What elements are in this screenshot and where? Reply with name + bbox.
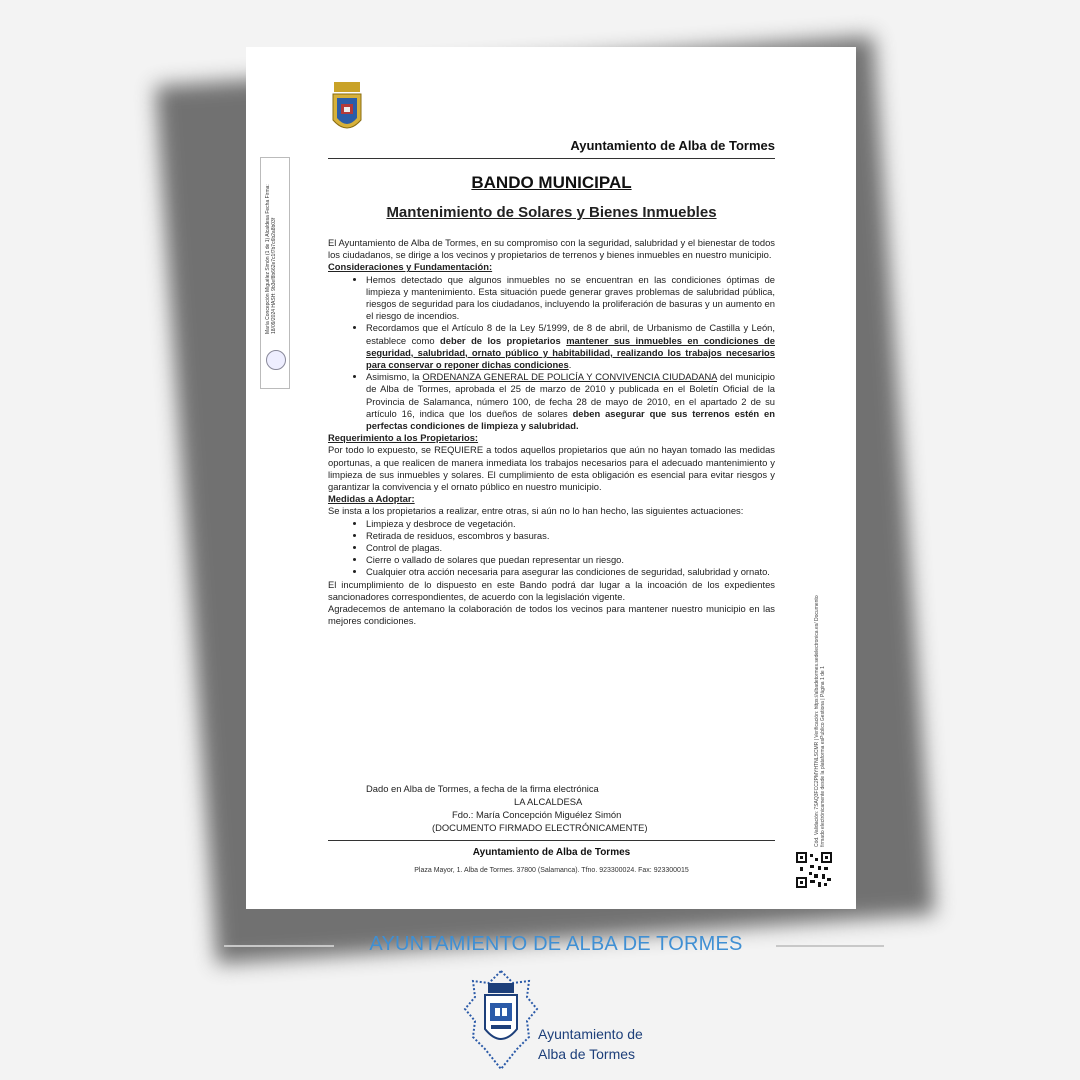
medidas-list [328, 518, 775, 579]
caption-bar [0, 933, 1080, 959]
logo-wordmark [538, 1024, 698, 1064]
list-item: • Recordamos que el Artículo 8 de la Ley 5/1999, de 8 de abril, de Urbanismo de Castilla y León, establece como deber de los propietarios mantener sus inmuebles en condiciones de seguridad, salubridad, ornato público y habitabilidad, realizando los trabajos necesarios para conservar o reponer dichas condiciones. [366, 322, 775, 371]
footer-organization-name: Ayuntamiento de Alba de Tormes [472, 847, 631, 858]
footer-divider [328, 840, 775, 841]
requerimiento-paragraph: Por todo lo expuesto, se REQUIERE a todos aquellos propietarios que aún no hayan tomado las medidas oportunas, a que realicen de manera inmediata los trabajos necesarios para el adecuado mantenimiento y limpieza de sus inmuebles y solares. El cumplimiento de esta obligación es esencial para evitar riesgos y garantizar la convivencia y el ornato público en nuestro municipio. [328, 444, 775, 493]
validation-code-text: Cód. Validación: 7SAQ3FCC2PMYHTNLSCMR | Verificación: https://albadetormes.sedelectronica.es/ Documento firmado electrónicamente desde la plataforma esPublico Gestiona | Página 1 de 1 [814, 595, 826, 847]
footer-address: Plaza Mayor, 1. Alba de Tormes. 37800 (Salamanca). Tfno. 923300024. Fax: 923300015 [414, 867, 689, 874]
coat-of-arms-icon [330, 82, 364, 138]
intro-paragraph: El Ayuntamiento de Alba de Tormes, en su compromiso con la seguridad, salubridad y el bienestar de todos los ciudadanos, se dirige a los vecinos y propietarios de terrenos y bienes inmuebles en nuestro municipio. [328, 237, 775, 261]
medidas-intro: Se insta a los propietarios a realizar, entre otras, si aún no lo han hecho, las siguientes actuaciones: [328, 505, 744, 517]
caption-line-left [224, 945, 334, 947]
list-item: • Limpieza y desbroce de vegetación. [366, 518, 775, 530]
logo-line-1: Ayuntamiento de [538, 1026, 643, 1042]
caption-line-right [776, 945, 884, 947]
coat-of-arms-logo-icon [461, 965, 541, 1075]
document-title: BANDO MUNICIPAL [471, 173, 632, 192]
sign-name: Fdo.: María Concepción Miguélez Simón [452, 809, 622, 820]
signature-stamp-text: María Concepción Miguélez Simón (1 de 1) Alcaldesa Fecha Firma: 18/09/2024 HASH: 9b3ef8b662e7c1f7b7c6b2a8b03f [265, 184, 277, 334]
signature-stamp [260, 157, 290, 389]
document-body [328, 237, 775, 628]
list-item: • Asimismo, la ORDENANZA GENERAL DE POLICÍA Y CONVIVENCIA CIUDADANA del municipio de Alba de Tormes, aprobada el 25 de marzo de 2010 y publicada en el Boletín Oficial de la Provincia de Salamanca, número 100, de fecha 28 de mayo de 2010, en el apartado 2 de su artículo 16, indica que los dueños de solares deben asegurar que sus terrenos estén en perfectas condiciones de limpieza y salubridad. [366, 371, 775, 432]
sign-note: (DOCUMENTO FIRMADO ELECTRÓNICAMENTE) [432, 822, 648, 833]
section-heading-medidas: Medidas a Adoptar: [328, 493, 415, 505]
considerations-list [328, 274, 775, 433]
list-item: • Retirada de residuos, escombros y basuras. [366, 530, 775, 542]
closing-paragraph-2: Agradecemos de antemano la colaboración de todos los vecinos para mantener nuestro municipio en las mejores condiciones. [328, 603, 775, 627]
sign-place: Dado en Alba de Tormes, a fecha de la firma electrónica [366, 783, 599, 794]
list-item: • Cualquier otra acción necesaria para asegurar las condiciones de seguridad, salubridad y ornato. [366, 566, 775, 578]
qr-code-icon [796, 852, 832, 888]
seal-icon [266, 350, 286, 370]
header-organization-name: Ayuntamiento de Alba de Tormes [570, 138, 775, 153]
bando-document [246, 47, 856, 909]
signature-block [328, 782, 775, 834]
sign-role: LA ALCALDESA [514, 796, 583, 807]
header-divider [328, 158, 775, 159]
logo-line-2: Alba de Tormes [538, 1046, 636, 1062]
closing-paragraph-1: El incumplimiento de lo dispuesto en este Bando podrá dar lugar a la incoación de los expedientes sancionadores correspondientes, de acuerdo con la legislación vigente. [328, 578, 775, 602]
document-subtitle: Mantenimiento de Solares y Bienes Inmuebles [386, 204, 717, 221]
section-heading-consideraciones: Consideraciones y Fundamentación: [328, 261, 493, 273]
list-item: • Control de plagas. [366, 542, 775, 554]
section-heading-requerimiento: Requerimiento a los Propietarios: [328, 432, 479, 444]
list-item: • Cierre o vallado de solares que puedan representar un riesgo. [366, 554, 775, 566]
list-item: • Hemos detectado que algunos inmuebles no se encuentran en las condiciones óptimas de limpieza y mantenimiento. Esta situación puede generar graves problemas de salubridad pública, riesgos de seguridad para los ciudadanos, incluyendo la proliferación de basuras y un aumento en el riesgo de incendios. [366, 274, 775, 323]
caption-title: AYUNTAMIENTO DE ALBA DE TORMES [369, 933, 743, 955]
